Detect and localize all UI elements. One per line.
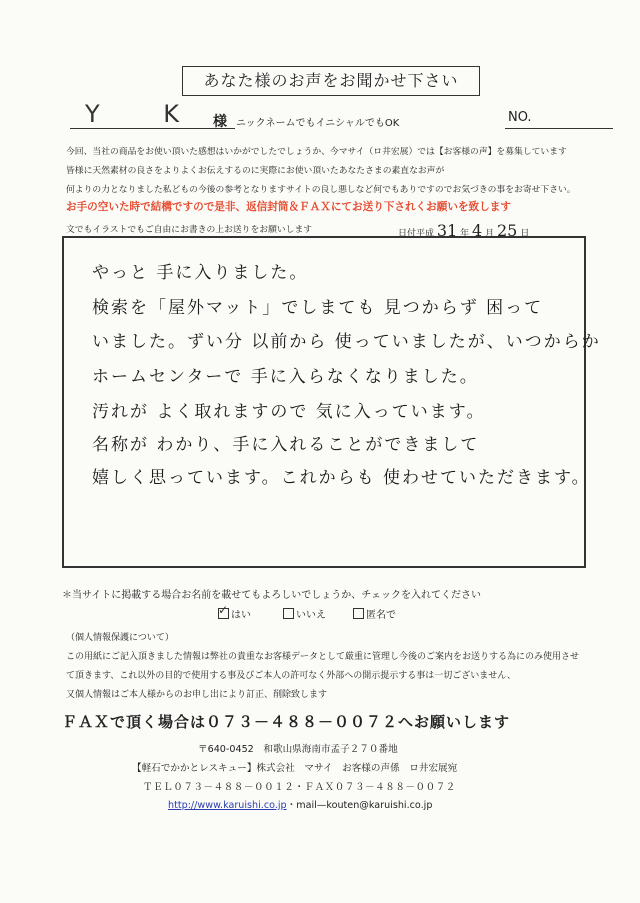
- intro-line-3: 何よりの力となりました私どもの今後の参考となりますサイトの良し悪しなど何でもありですのでお気づきの事をお寄せ下さい。: [66, 185, 576, 195]
- date-month: 4: [472, 221, 483, 240]
- nickname-note: ニックネームでもイニシャルでもOK: [236, 118, 400, 129]
- company-tel-fax: ＴＥＬ０７３－４８８－００１２・ＦＡＸ０７３－４８８－００７２: [143, 782, 456, 793]
- intro-line-5: 文でもイラストでもご自由にお書きの上お送りをお願いします: [66, 225, 313, 235]
- date-year: 31: [436, 221, 458, 240]
- privacy-line-3: 又個人情報はご本人様からのお申し出により訂正、削除致します: [66, 690, 328, 700]
- privacy-line-2: て頂きます、これ以外の目的で使用する事及びご本人の許可なく外部への開示提示する事は一切ございません、: [66, 671, 516, 681]
- intro-line-1: 今回、当社の商品をお使い頂いた感想はいかがでしたでしょうか、今マサイ（ロ井宏展）では【お客様の声】を募集しています: [66, 147, 567, 157]
- checkbox-checked-icon[interactable]: [218, 608, 229, 619]
- sama-label: 様: [213, 114, 227, 130]
- checkbox-icon[interactable]: [353, 608, 364, 619]
- date-day-unit: 日: [520, 229, 530, 239]
- date-prefix: 日付平成: [398, 229, 435, 239]
- privacy-heading: （個人情報保護について）: [66, 633, 174, 643]
- nickname-value: Y K: [85, 100, 208, 128]
- option-label: はい: [231, 610, 251, 621]
- company-contact: [168, 797, 432, 811]
- website-link[interactable]: http://www.karuishi.co.jp: [168, 800, 287, 811]
- comment-line: ホームセンターで 手に入らなくなりました。: [92, 367, 479, 387]
- comment-line: いました。ずい分 以前から 使っていましたが、いつからか: [92, 332, 601, 352]
- date-day: 25: [496, 221, 518, 240]
- comment-line: 名称が わかり、手に入れることができまして: [92, 435, 480, 455]
- option-label: 匿名で: [366, 610, 396, 621]
- number-underline: [505, 128, 613, 129]
- comment-line: 検索を「屋外マット」でしまても 見つからず 困って: [92, 298, 544, 318]
- company-address: 〒640-0452 和歌山県海南市孟子２７０番地: [198, 744, 398, 755]
- date-month-unit: 月: [485, 229, 495, 239]
- nickname-underline: [70, 128, 235, 129]
- fax-notice: ＦＡＸで頂く場合は０７３－４８８－００７２へお願いします: [62, 713, 511, 731]
- number-label: NO.: [508, 110, 532, 125]
- company-name: 【軽石でかかとレスキュー】株式会社 マサイ お客様の声係 ロ井宏展宛: [132, 763, 458, 774]
- comment-line: 嬉しく思っています。これからも 使わせていただきます。: [92, 468, 591, 488]
- option-label: いいえ: [296, 610, 326, 621]
- mail-address: ・mail—kouten@karuishi.co.jp: [286, 800, 433, 811]
- comment-line: 汚れが よく取れますので 気に入っています。: [92, 402, 486, 422]
- form-title: あなた様のお声をお聞かせ下さい: [182, 66, 480, 96]
- consent-option-no[interactable]: [283, 606, 326, 621]
- consent-option-yes[interactable]: [218, 606, 251, 621]
- consent-question: ＊当サイトに掲載する場合お名前を載せてもよろしいでしょうか、チェックを入れてください: [62, 590, 481, 601]
- privacy-line-1: この用紙にご記入頂きました情報は弊社の貴重なお客様データとして厳重に管理し今後のご案内をお送りする為にのみ使用させ: [66, 652, 580, 662]
- date-year-unit: 年: [460, 229, 470, 239]
- intro-line-2: 皆様に天然素材の良さをよりよくお伝えするのに実際にお使い頂いたあなたさまの素直なお声が: [66, 166, 445, 176]
- checkbox-icon[interactable]: [283, 608, 294, 619]
- consent-option-anonymous[interactable]: [353, 606, 396, 621]
- comment-line: やっと 手に入りました。: [92, 263, 309, 283]
- intro-red-line: お手の空いた時で結構ですので是非、返信封筒＆ＦＡＸにてお送り下されくお願いを致します: [66, 201, 511, 213]
